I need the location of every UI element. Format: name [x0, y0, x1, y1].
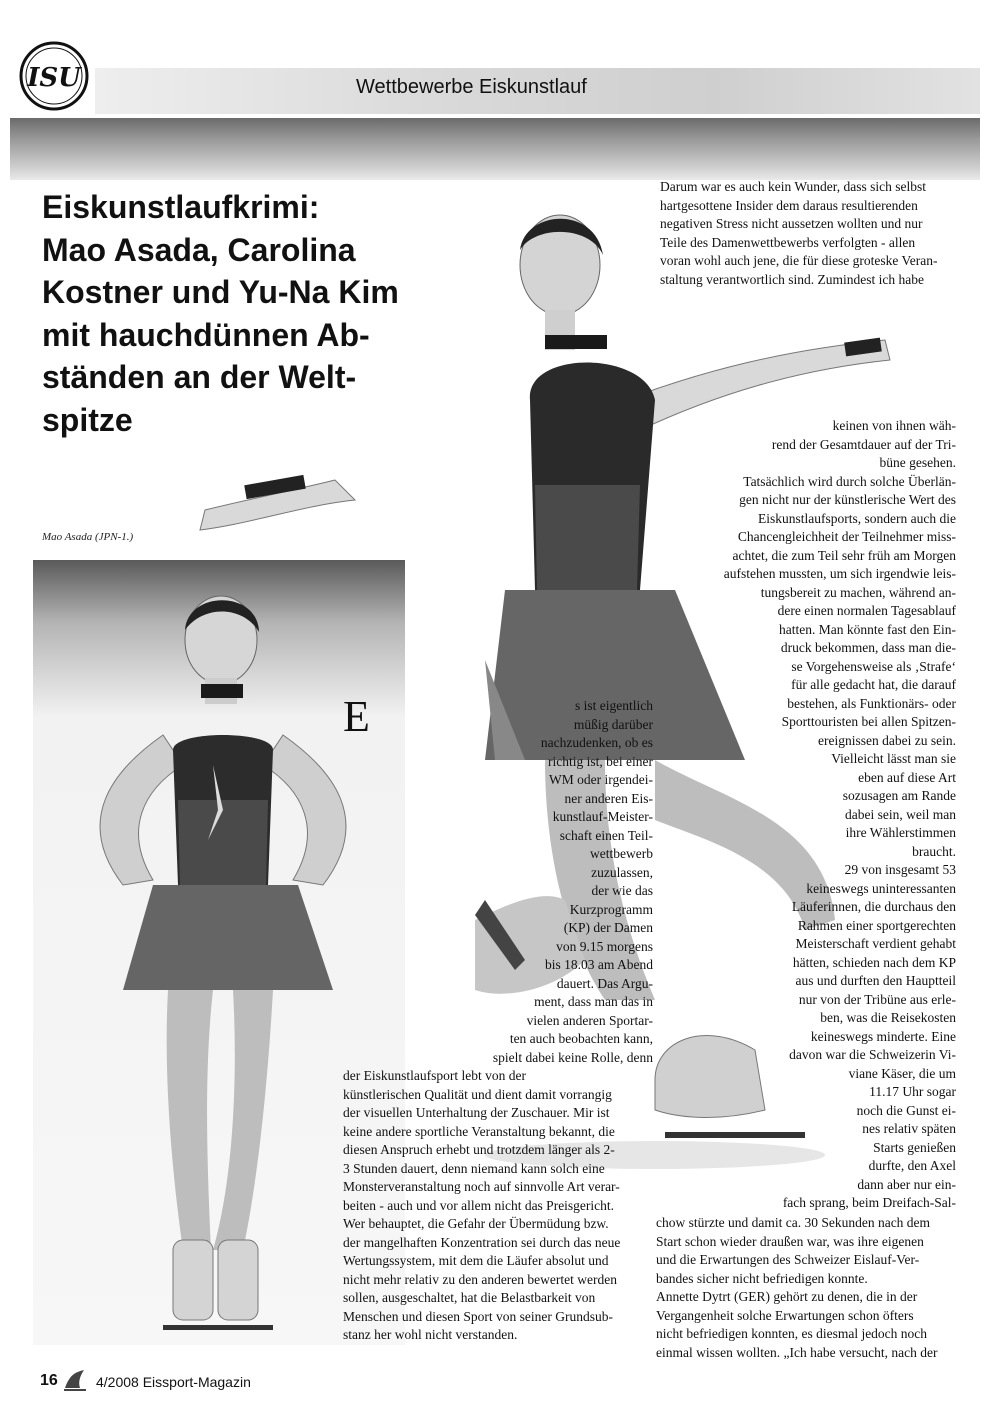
text-line: Vergangenheit solche Erwartungen schon öfters: [656, 1307, 914, 1323]
text-line: keineswegs uninteressanten: [806, 880, 956, 896]
text-line: Starts genießen: [873, 1139, 956, 1155]
headline-line: mit hauchdünnen Ab-: [42, 316, 370, 353]
text-line: der visuellen Unterhaltung der Zuschauer. Mir ist: [343, 1105, 610, 1120]
text-line: durfte, den Axel: [868, 1158, 956, 1173]
text-line: diesen Anspruch erhebt und trotzdem länger als 2-: [343, 1142, 615, 1157]
text-line: aufstehen mussten, um sich irgendwie leis-: [723, 566, 956, 581]
text-line: WM oder irgendei-: [549, 772, 653, 787]
text-line: Eiskunstlaufsports, sondern auch die: [758, 510, 956, 526]
text-line: nachzudenken, ob es: [540, 735, 653, 750]
text-line: davon war die Schweizerin Vi-: [789, 1047, 956, 1062]
text-line: Chancengleichheit der Teilnehmer miss-: [737, 529, 956, 544]
text-line: 29 von insgesamt 53: [844, 862, 956, 877]
text-line: voran wohl auch jene, die für diese groteske Veran-: [660, 253, 938, 268]
text-line: Wertungssystem, mit dem die Läufer absolut und: [343, 1253, 609, 1268]
text-line: Wer behauptet, die Gefahr der Übermüdung bzw.: [343, 1216, 609, 1231]
text-line: se Vorgehensweise als ‚Strafe‘: [791, 658, 956, 674]
text-line: staltung verantwortlich sind. Zumindest ich habe: [660, 271, 924, 287]
headline: [42, 186, 472, 441]
text-line: der wie das: [591, 883, 653, 898]
text-line: künstlerischen Qualität und dient damit vorrangig: [343, 1086, 612, 1102]
text-line: Darum war es auch kein Wunder, dass sich selbst: [660, 179, 926, 194]
text-line: dabei sein, weil man: [845, 806, 956, 822]
text-line: bis 18.03 am Abend: [545, 957, 653, 972]
logo-text: ISU: [27, 63, 81, 93]
text-line: einmal wissen wollten. „Ich habe versucht, nach der: [656, 1344, 938, 1360]
headline-line: spitze: [42, 401, 133, 438]
text-line: 11.17 Uhr sogar: [869, 1084, 956, 1099]
text-line: Kurzprogramm: [569, 901, 653, 917]
headline-line: Mao Asada, Carolina: [42, 231, 356, 268]
text-line: Menschen und diesen Sport von seiner Grundsub-: [343, 1308, 613, 1324]
text-line: büne gesehen.: [879, 455, 956, 470]
text-line: dann aber nur ein-: [857, 1176, 956, 1192]
text-line: aus und durften den Hauptteil: [795, 973, 956, 988]
text-line: ihre Wählerstimmen: [845, 825, 956, 840]
text-line: ment, dass man das in: [534, 994, 653, 1009]
issue-label: 4/2008 Eissport-Magazin: [96, 1374, 251, 1390]
text-line: Monsterveranstaltung noch auf sinnvolle Art verar-: [343, 1179, 620, 1194]
text-line: Start schon wieder draußen war, was ihre eigenen: [656, 1233, 924, 1249]
text-line: dauert. Das Argu-: [556, 975, 653, 991]
dropcap: E: [343, 692, 370, 741]
text-line: zuzulassen,: [591, 864, 653, 880]
text-line: richtig ist, bei einer: [548, 753, 653, 769]
text-line: für alle gedacht hat, die darauf: [791, 677, 956, 692]
text-line: kunstlauf-Meister-: [552, 809, 653, 824]
text-line: druck bekommen, dass man die-: [780, 640, 956, 655]
article-text-bottom-right: [656, 1214, 956, 1362]
text-line: stanz her wohl nicht verstanden.: [343, 1327, 518, 1342]
ice-rink-band: [10, 118, 980, 180]
text-line: dere einen normalen Tagesablauf: [777, 603, 956, 618]
headline-line: ständen an der Welt-: [42, 359, 357, 395]
text-line: eben auf diese Art: [858, 769, 956, 785]
text-line: sozusagen am Rande: [842, 788, 956, 803]
text-line: bandes sicher nicht befriedigen konnte.: [656, 1270, 868, 1286]
article-text-right-column: [640, 417, 956, 1213]
text-line: braucht.: [912, 843, 956, 859]
text-line: wettbewerb: [590, 846, 653, 861]
text-line: der mangelhaften Konzentration sei durch das neue: [343, 1234, 621, 1250]
text-line: achtet, die zum Teil sehr früh am Morgen: [732, 547, 956, 563]
magazine-emblem-icon: [62, 1368, 88, 1392]
text-line: gen nicht nur der künstlerische Wert des: [739, 492, 956, 507]
text-line: müßig darüber: [573, 716, 653, 732]
text-line: Vielleicht lässt man sie: [831, 751, 956, 766]
text-line: chow stürzte und damit ca. 30 Sekunden nach dem: [656, 1215, 931, 1230]
text-line: hatten. Man könnte fast den Ein-: [779, 621, 956, 637]
text-line: vielen anderen Sportar-: [526, 1012, 653, 1028]
text-line: rend der Gesamtdauer auf der Tri-: [771, 436, 956, 452]
text-line: Tatsächlich wird durch solche Überlän-: [743, 473, 956, 489]
text-line: ten auch beobachten kann,: [509, 1031, 653, 1046]
text-line: hätten, schieden nach dem KP: [792, 954, 956, 970]
text-line: keinen von ihnen wäh-: [832, 418, 956, 433]
text-line: und die Erwartungen des Schweizer Eislauf-Ver-: [656, 1252, 920, 1267]
text-line: keine andere sportliche Veranstaltung bekannt, die: [343, 1123, 615, 1139]
text-line: keineswegs minderte. Eine: [810, 1028, 956, 1044]
headline-line: Eiskunstlaufkrimi:: [42, 189, 320, 225]
text-line: noch die Gunst ei-: [856, 1102, 956, 1118]
text-line: 3 Stunden dauert, denn niemand kann solch eine: [343, 1160, 605, 1176]
text-line: bestehen, als Funktionärs- oder: [787, 695, 956, 711]
text-line: ereignissen dabei zu sein.: [818, 732, 956, 748]
text-line: beiten - auch und vor allem nicht das Preisgericht.: [343, 1197, 615, 1213]
article-text-top-right: [660, 178, 956, 289]
article-text-middle-column: [343, 692, 653, 1345]
text-line: nicht mehr relativ zu den anderen bewertet werden: [343, 1271, 617, 1287]
section-title: Wettbewerbe Eiskunstlauf: [356, 76, 587, 98]
text-line: nicht befriedigen konnten, es diesmal jedoch noch: [656, 1326, 928, 1341]
text-line: sollen, ausgeschaltet, hat die Belastbarkeit von: [343, 1290, 596, 1305]
text-line: schaft einen Teil-: [559, 827, 653, 843]
isu-logo: [18, 40, 90, 112]
text-line: nes relativ späten: [862, 1121, 956, 1136]
text-line: spielt dabei keine Rolle, denn: [492, 1049, 653, 1065]
text-line: hartgesottene Insider dem daraus resultierenden: [660, 197, 918, 213]
text-line: von 9.15 morgens: [556, 938, 653, 954]
text-line: Meisterschaft verdient gehabt: [795, 936, 956, 951]
text-line: Sporttouristen bei allen Spitzen-: [781, 714, 956, 729]
text-line: der Eiskunstlaufsport lebt von der: [343, 1068, 526, 1083]
text-line: Rahmen einer sportgerechten: [797, 917, 956, 933]
photo-caption: Mao Asada (JPN-1.): [42, 531, 134, 543]
text-line: (KP) der Damen: [563, 920, 653, 935]
headline-line: Kostner und Yu-Na Kim: [42, 274, 399, 310]
text-line: Teile des Damenwettbewerbs verfolgten - allen: [660, 234, 916, 250]
text-line: Annette Dytrt (GER) gehört zu denen, die in der: [656, 1289, 918, 1304]
text-line: fach sprang, beim Dreifach-Sal-: [782, 1195, 956, 1210]
text-line: ner anderen Eis-: [564, 790, 653, 806]
text-line: negativen Stress nicht aussetzen wollten und nur: [660, 216, 923, 231]
text-line: Läuferinnen, die durchaus den: [791, 899, 956, 914]
text-line: nur von der Tribüne aus erle-: [798, 991, 956, 1007]
text-line: viane Käser, die um: [848, 1065, 956, 1081]
text-line: tungsbereit zu machen, während an-: [760, 584, 956, 600]
page-number: 16: [40, 1372, 58, 1389]
text-line: ben, was die Reisekosten: [820, 1010, 956, 1025]
text-line: s ist eigentlich: [575, 698, 653, 713]
